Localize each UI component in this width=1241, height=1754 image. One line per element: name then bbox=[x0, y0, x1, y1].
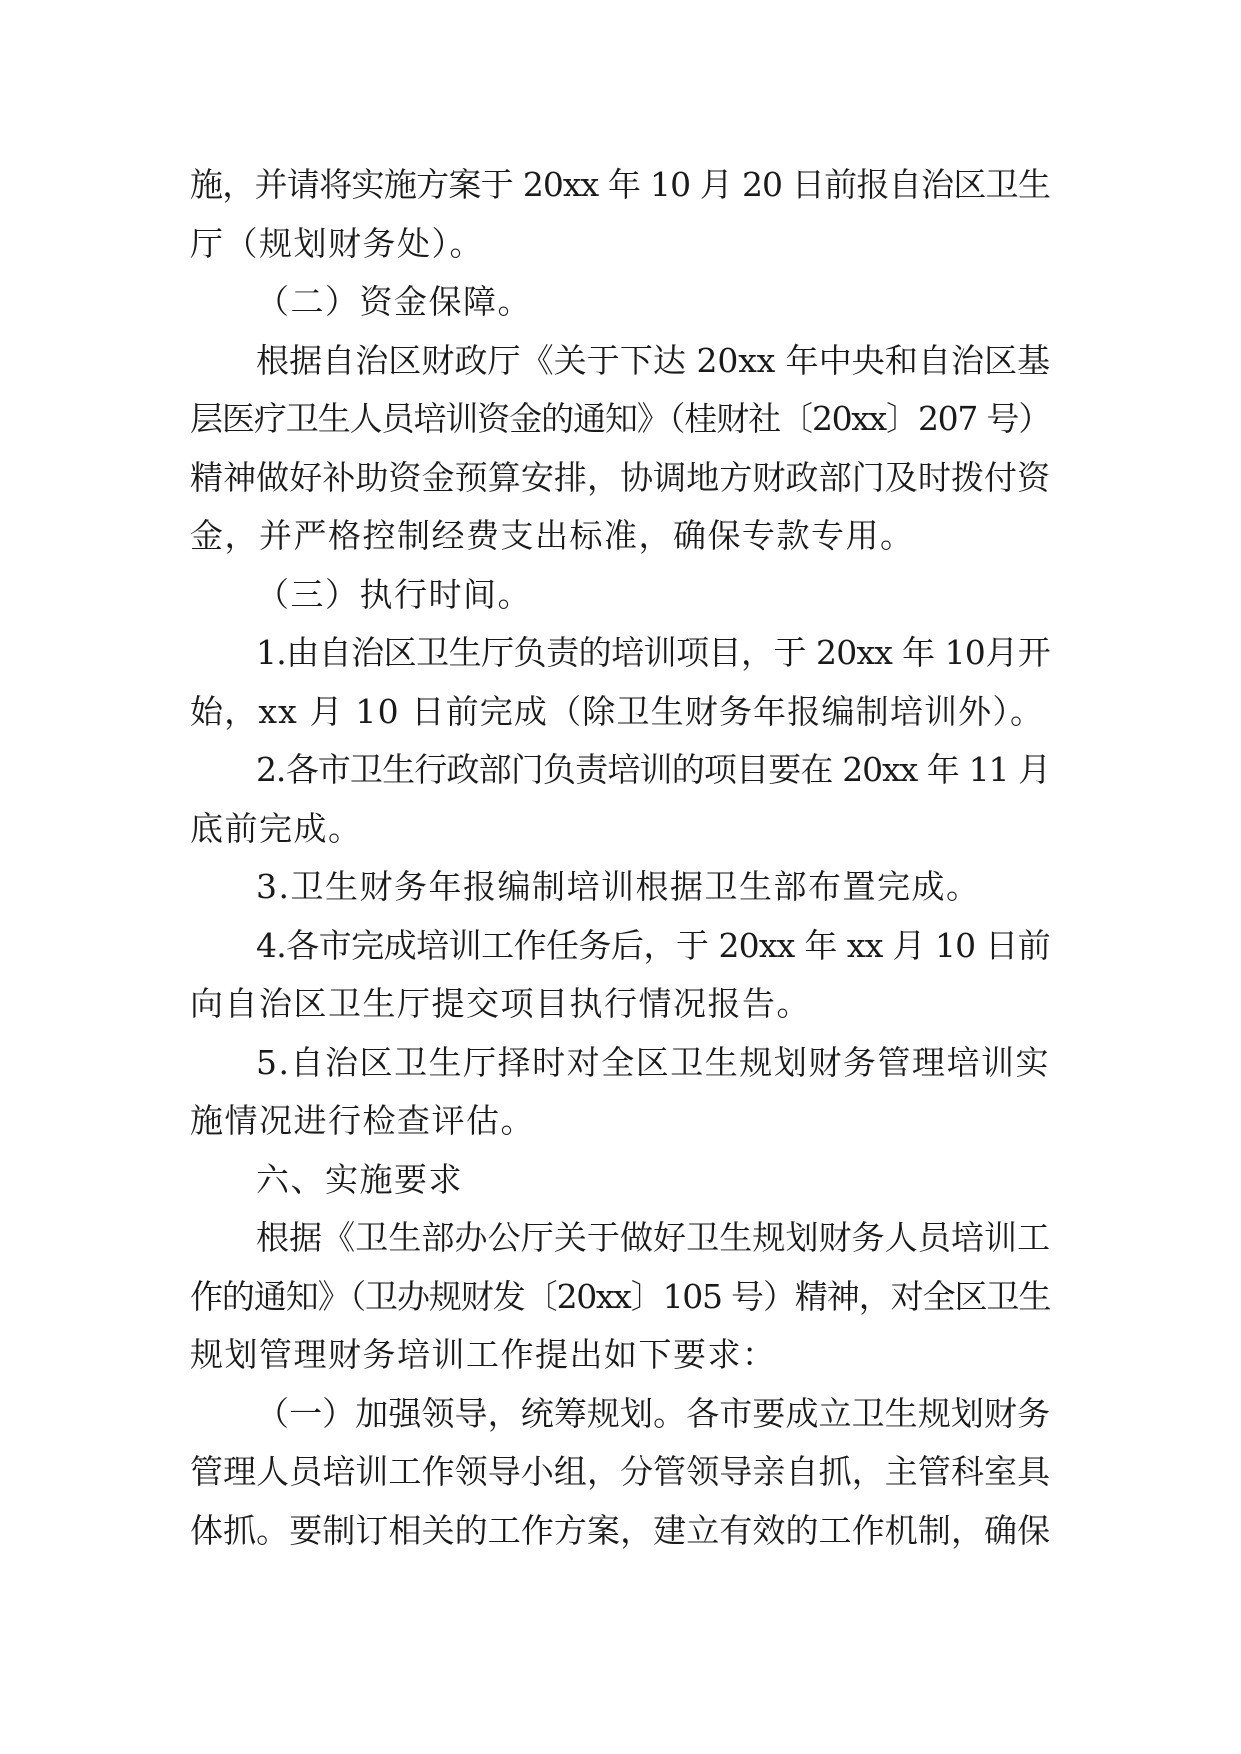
text-line: 1.由自治区卫生厅负责的培训项目，于 20xx 年 10月开 bbox=[256, 633, 1050, 672]
text-line: 规划管理财务培训工作提出如下要求： bbox=[190, 1335, 777, 1374]
text-line: 六、实施要求 bbox=[256, 1159, 463, 1199]
text-line: 体抓。要制订相关的工作方案，建立有效的工作机制，确保 bbox=[190, 1510, 1050, 1550]
text-line: 层医疗卫生人员培训资金的通知》（桂财社〔20xx〕207 号） bbox=[190, 399, 1050, 438]
text-line: 精神做好补助资金预算安排，协调地方财政部门及时拨付资 bbox=[190, 457, 1050, 497]
text-line: 5.自治区卫生厅择时对全区卫生规划财务管理培训实 bbox=[256, 1042, 1050, 1082]
text-line: 3.卫生财务年报编制培训根据卫生部布置完成。 bbox=[256, 867, 981, 906]
text-line: 根据《卫生部办公厅关于做好卫生规划财务人员培训工 bbox=[256, 1218, 1050, 1257]
text-line: 厅（规划财务处）。 bbox=[190, 223, 484, 263]
text-line: 管理人员培训工作领导小组，分管领导亲自抓，主管科室具 bbox=[190, 1452, 1050, 1491]
text-line: 施，并请将实施方案于 20xx 年 10 月 20 日前报自治区卫生 bbox=[190, 165, 1050, 204]
text-line: （三）执行时间。 bbox=[256, 574, 532, 614]
text-line: 向自治区卫生厅提交项目执行情况报告。 bbox=[190, 984, 811, 1023]
text-line: 2.各市卫生行政部门负责培训的项目要在 20xx 年 11 月 bbox=[256, 750, 1050, 789]
text-line: 始，xx 月 10 日前完成（除卫生财务年报编制培训外）。 bbox=[190, 691, 1045, 731]
text-line: 4.各市完成培训工作任务后，于 20xx 年 xx 月 10 日前 bbox=[256, 925, 1050, 965]
text-line: 根据自治区财政厅《关于下达 20xx 年中央和自治区基 bbox=[256, 340, 1050, 380]
text-line: （二）资金保障。 bbox=[256, 282, 532, 321]
document-body bbox=[190, 156, 1050, 1560]
text-line: （一）加强领导，统筹规划。各市要成立卫生规划财务 bbox=[256, 1393, 1050, 1433]
text-line: 作的通知》（卫办规财发〔20xx〕105 号）精神，对全区卫生 bbox=[190, 1276, 1050, 1316]
text-line: 金，并严格控制经费支出标准，确保专款专用。 bbox=[190, 516, 915, 555]
text-line: 施情况进行检查评估。 bbox=[190, 1101, 535, 1140]
text-line: 底前完成。 bbox=[190, 808, 363, 848]
